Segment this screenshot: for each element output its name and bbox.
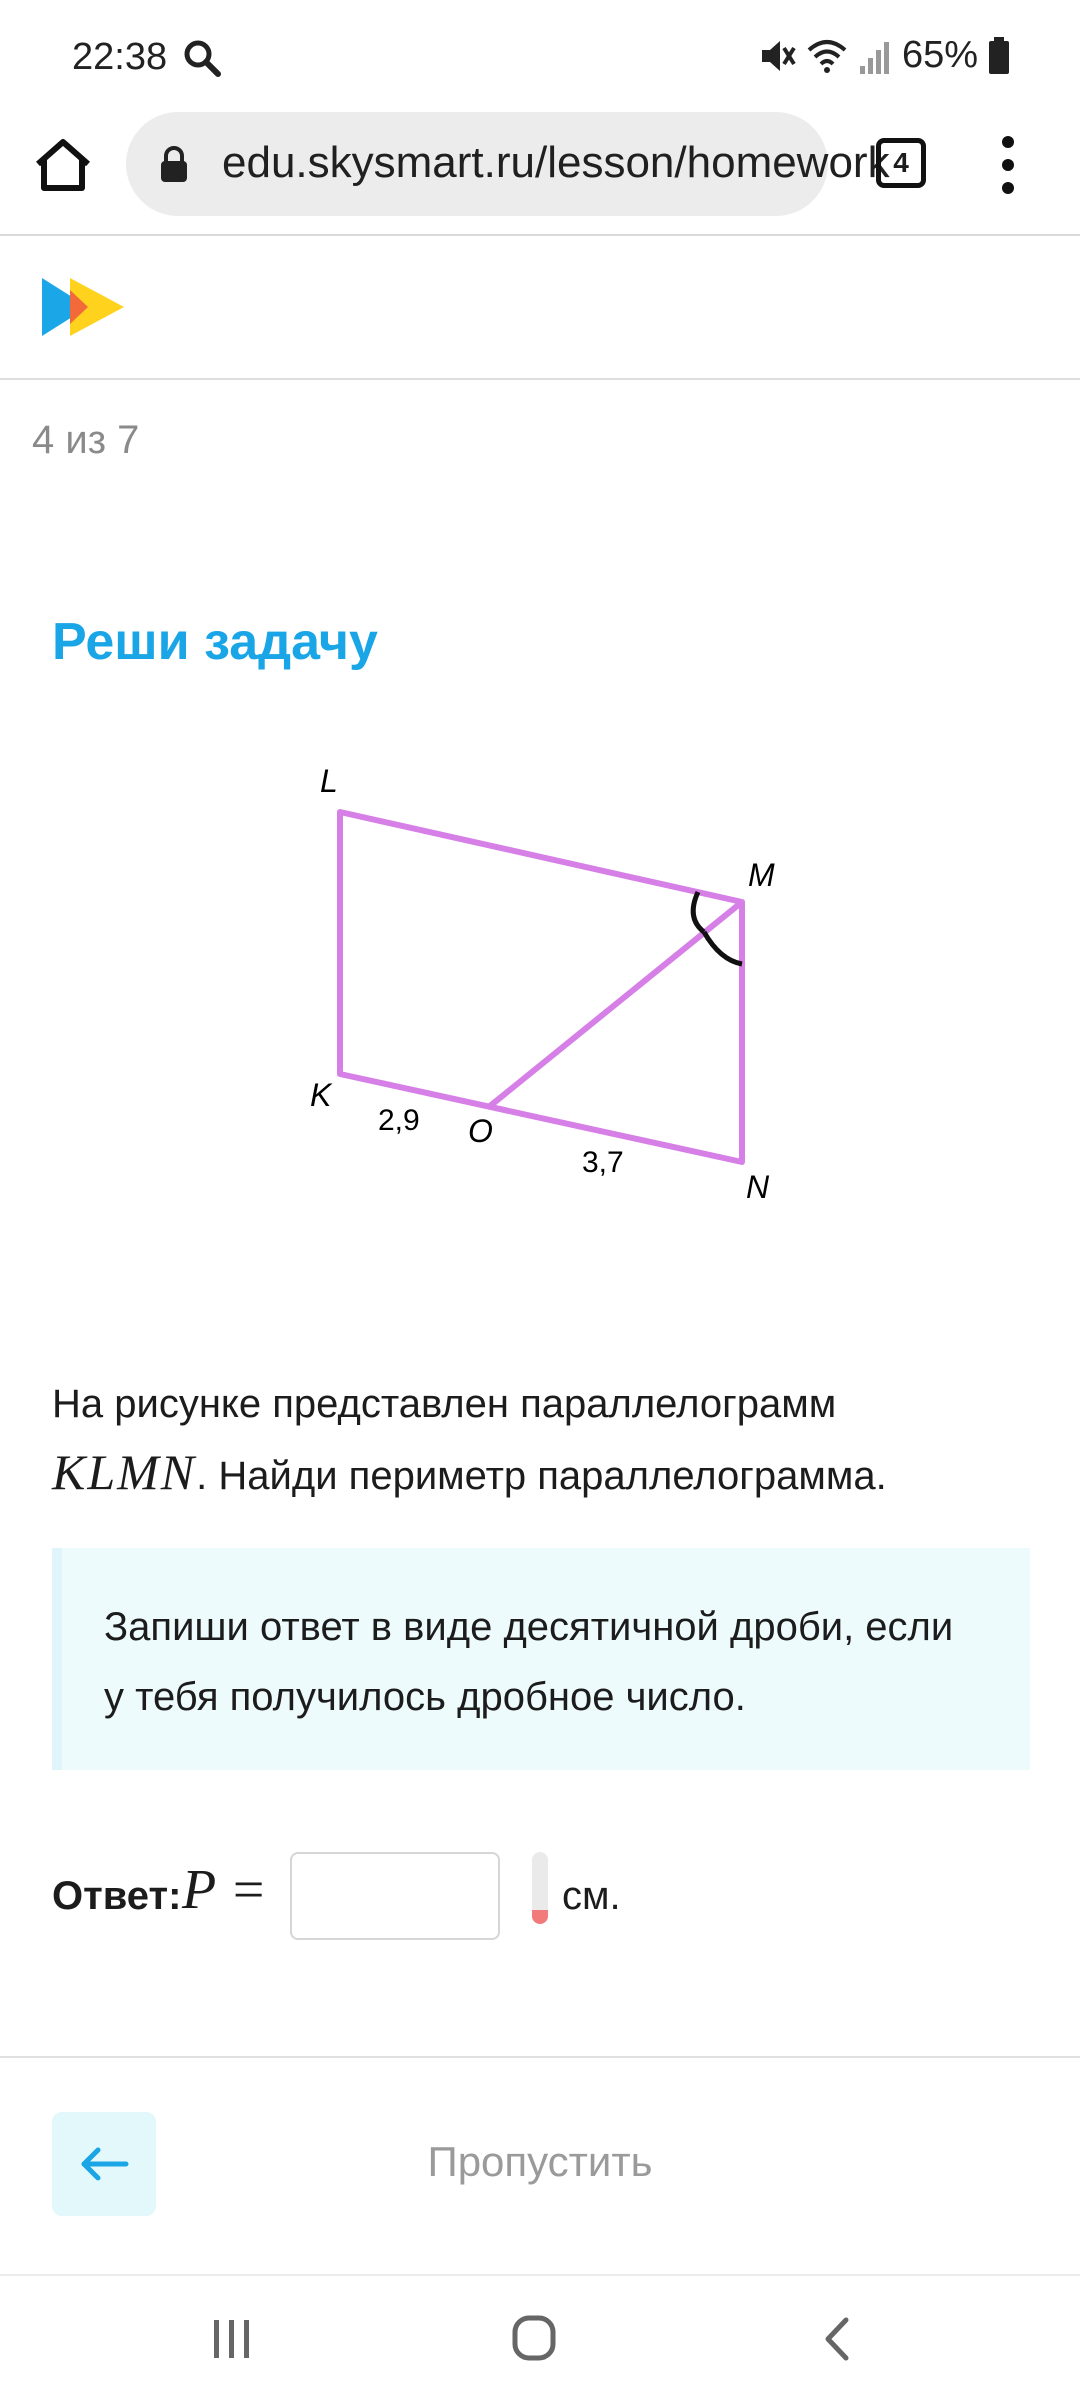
system-nav-bar bbox=[0, 2274, 1080, 2400]
search-icon bbox=[182, 38, 222, 78]
arrow-left-icon bbox=[52, 2112, 156, 2216]
segment-on-label: 3,7 bbox=[582, 1146, 624, 1179]
vertex-label-l: L bbox=[320, 763, 338, 799]
hint-box bbox=[52, 1548, 1030, 1770]
back-button[interactable] bbox=[52, 2112, 156, 2216]
skip-button[interactable]: Пропустить bbox=[380, 2138, 700, 2186]
back-nav-icon[interactable] bbox=[822, 2316, 852, 2362]
skysmart-logo[interactable] bbox=[40, 276, 126, 338]
answer-unit: см. bbox=[562, 1874, 621, 1918]
vertex-label-m: M bbox=[748, 857, 775, 893]
status-icons bbox=[758, 34, 1010, 77]
home-nav-icon[interactable] bbox=[512, 2314, 556, 2362]
answer-row bbox=[52, 1852, 1032, 1942]
wifi-icon bbox=[806, 36, 848, 76]
problem-text-start: На рисунке представлен параллелограмм bbox=[52, 1382, 837, 1426]
problem-statement bbox=[52, 1370, 1032, 1510]
tabs-button[interactable]: 4 bbox=[876, 138, 926, 188]
url-text: edu.skysmart.ru/lesson/homework bbox=[222, 138, 890, 187]
parallelogram-name: KLMN bbox=[52, 1444, 197, 1500]
status-bar bbox=[0, 0, 1080, 112]
angle-arc-left bbox=[693, 892, 704, 932]
battery-icon bbox=[988, 37, 1010, 75]
address-bar[interactable] bbox=[126, 112, 890, 216]
battery-level: 65% bbox=[901, 34, 978, 76]
answer-input[interactable] bbox=[290, 1852, 500, 1940]
lock-icon bbox=[158, 144, 190, 184]
browser-toolbar bbox=[0, 112, 1080, 236]
vertex-label-n: N bbox=[746, 1169, 770, 1205]
answer-label: Ответ: bbox=[52, 1874, 182, 1918]
mute-icon bbox=[758, 36, 796, 76]
vertex-label-k: K bbox=[310, 1077, 332, 1113]
vertex-label-o: O bbox=[468, 1113, 493, 1149]
segment-ko-label: 2,9 bbox=[378, 1104, 420, 1137]
task-progress: 4 из 7 bbox=[32, 418, 140, 462]
more-menu-icon[interactable] bbox=[988, 132, 1028, 198]
hint-text: Запиши ответ в виде десятичной дроби, если у тебя получилось дробное число. bbox=[104, 1605, 954, 1719]
signal-icon bbox=[858, 36, 892, 76]
input-status-indicator bbox=[532, 1852, 548, 1924]
answer-variable: P = bbox=[182, 1859, 267, 1921]
status-time: 22:38 bbox=[72, 36, 168, 78]
parallelogram-figure bbox=[290, 760, 810, 1220]
recents-icon[interactable] bbox=[210, 2318, 254, 2360]
footer-divider bbox=[0, 2056, 1080, 2058]
angle-arc-right bbox=[704, 932, 742, 964]
home-icon[interactable] bbox=[30, 132, 96, 198]
problem-text-end: . Найди периметр параллелограмма. bbox=[196, 1454, 887, 1498]
task-title: Реши задачу bbox=[52, 613, 378, 671]
site-header bbox=[0, 238, 1080, 380]
